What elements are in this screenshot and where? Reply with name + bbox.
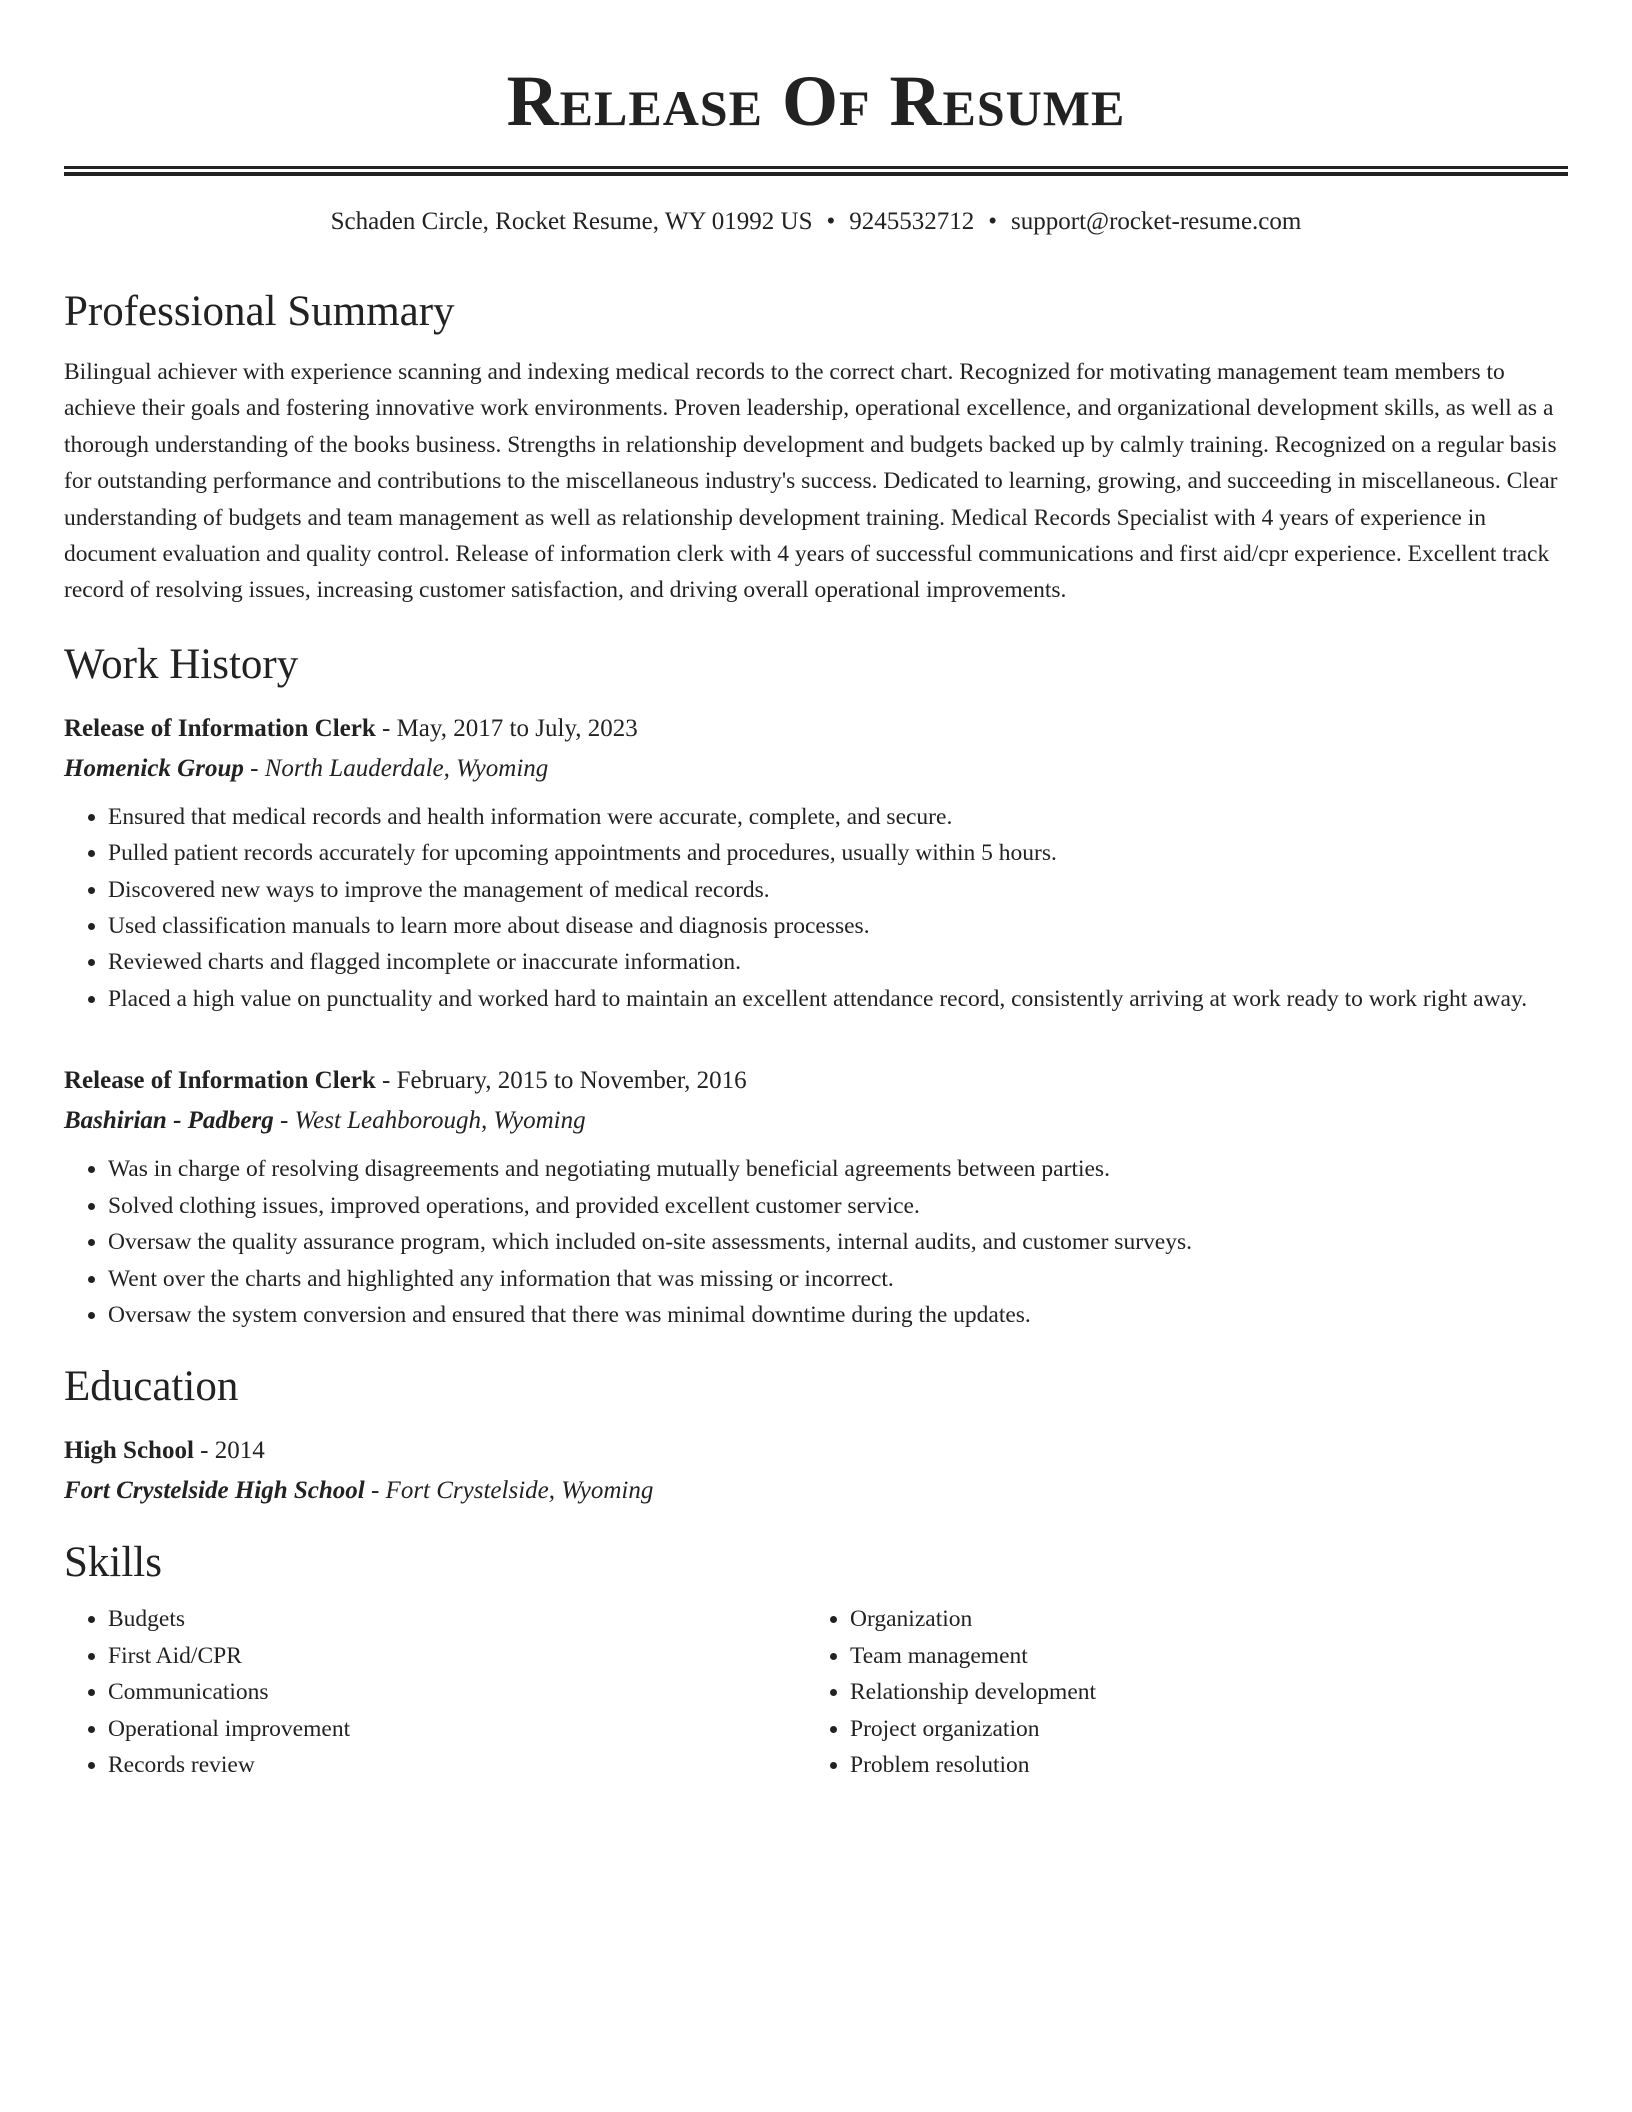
skills-column-left (64, 1601, 806, 1783)
job-title-line (64, 1061, 1568, 1101)
job-entry (64, 709, 1568, 1017)
job-company-line (64, 749, 1568, 789)
skill-item: • First Aid/CPR (108, 1638, 806, 1674)
summary-heading: Professional Summary (64, 288, 455, 335)
job-bullet: • Oversaw the system conversion and ensured that there was minimal downtime during the updates. (108, 1297, 1568, 1333)
education-degree: High School (64, 1437, 194, 1465)
job-bullet: • Pulled patient records accurately for upcoming appointments and procedures, usually within 5 hours. (108, 835, 1568, 871)
skills-column-right (806, 1601, 1548, 1783)
job-bullet: • Discovered new ways to improve the management of medical records. (108, 872, 1568, 908)
skill-item: • Problem resolution (850, 1747, 1548, 1783)
skills-grid (64, 1601, 1568, 1783)
skill-item: • Organization (850, 1601, 1548, 1637)
skills-heading: Skills (64, 1539, 162, 1587)
education-school-line (64, 1471, 1568, 1511)
contact-phone: 9245532712 (849, 208, 975, 235)
job-title: Release of Information Clerk (64, 1067, 376, 1095)
job-location: - North Lauderdale, Wyoming (243, 754, 549, 782)
job-bullet: • Used classification manuals to learn more about disease and diagnosis processes. (108, 908, 1568, 944)
job-company: Homenick Group (64, 754, 244, 782)
job-bullets (64, 799, 1568, 1017)
skill-item: • Budgets (108, 1601, 806, 1637)
job-entry (64, 1061, 1568, 1333)
job-bullet: • Solved clothing issues, improved operations, and provided excellent customer service. (108, 1188, 1568, 1224)
education-location: - Fort Crystelside, Wyoming (364, 1477, 654, 1505)
contact-address: Schaden Circle, Rocket Resume, WY 01992 US (330, 208, 813, 235)
contact-email: support@rocket-resume.com (1011, 208, 1302, 235)
job-bullet: • Oversaw the quality assurance program, which included on-site assessments, internal audits, and customer surveys. (108, 1224, 1568, 1260)
resume-title: Release Of Resume (506, 61, 1126, 141)
job-title: Release of Information Clerk (64, 714, 376, 742)
education-entry (64, 1431, 1568, 1511)
job-bullet: • Ensured that medical records and health information were accurate, complete, and secure. (108, 799, 1568, 835)
education-year: - 2014 (193, 1437, 265, 1465)
job-dates: - May, 2017 to July, 2023 (375, 714, 638, 742)
job-bullets (64, 1151, 1568, 1333)
skill-item: • Relationship development (850, 1674, 1548, 1710)
skill-item: • Project organization (850, 1711, 1548, 1747)
skill-item: • Records review (108, 1747, 806, 1783)
education-degree-line (64, 1431, 1568, 1471)
skills-list (806, 1601, 1548, 1783)
contact-separator: • (988, 208, 998, 235)
job-title-line (64, 709, 1568, 749)
job-dates: - February, 2015 to November, 2016 (375, 1067, 747, 1095)
skill-item: • Operational improvement (108, 1711, 806, 1747)
job-bullet: • Reviewed charts and flagged incomplete or inaccurate information. (108, 944, 1568, 980)
skill-item: • Team management (850, 1638, 1548, 1674)
skill-item: • Communications (108, 1674, 806, 1710)
job-bullet: • Placed a high value on punctuality and worked hard to maintain an excellent attendance record, consistently arriving at work ready to work right away. (108, 981, 1568, 1017)
skills-list (64, 1601, 806, 1783)
contact-line (64, 204, 1568, 240)
title-divider (64, 166, 1568, 176)
job-bullet: • Went over the charts and highlighted any information that was missing or incorrect. (108, 1261, 1568, 1297)
work-history-heading: Work History (64, 640, 299, 688)
summary-text: Bilingual achiever with experience scanning and indexing medical records to the correct chart. Recognized for motivating management team members to achieve their goals and fostering innovative work environments. Proven leadership, operational excellence, and organizational development skills, as well as a thorough understanding of the books business. Strengths in relationship development and budgets backed up by calmly training. Recognized on a regular basis for outstanding performance and contributions to the miscellaneous industry's success. Dedicated to learning, growing, and succeeding in miscellaneous. Clear understanding of budgets and team management as well as relationship development training. Medical Records Specialist with 4 years of experience in document evaluation and quality control. Release of information clerk with 4 years of successful communications and first aid/cpr experience. Excellent track record of resolving issues, increasing customer satisfaction, and driving overall operational improvements. (64, 359, 1558, 604)
job-location: - West Leahborough, Wyoming (273, 1107, 586, 1135)
job-company-line (64, 1101, 1568, 1141)
education-school: Fort Crystelside High School (64, 1477, 365, 1505)
job-bullet: • Was in charge of resolving disagreements and negotiating mutually beneficial agreements between parties. (108, 1151, 1568, 1187)
job-company: Bashirian - Padberg (64, 1107, 274, 1135)
education-heading: Education (64, 1363, 239, 1411)
contact-separator: • (826, 208, 836, 235)
